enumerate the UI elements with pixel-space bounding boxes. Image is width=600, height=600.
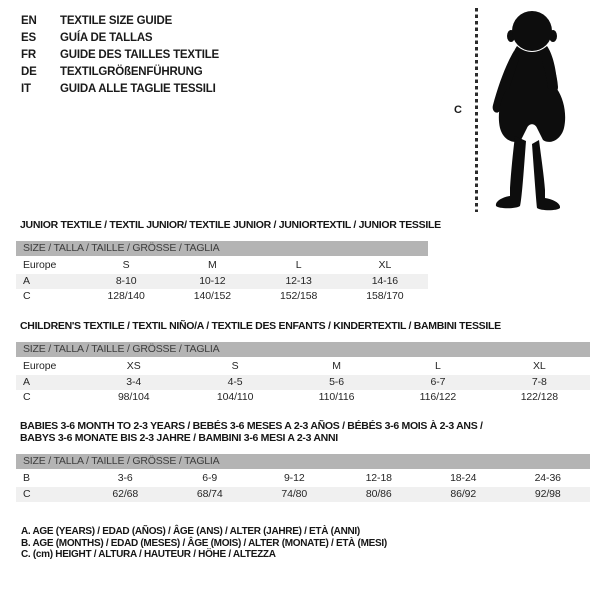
language-title: TEXTILE SIZE GUIDE bbox=[60, 15, 173, 27]
size-section bbox=[16, 219, 441, 305]
table-cell: Europe bbox=[23, 259, 57, 271]
table-row bbox=[16, 471, 590, 487]
table-row bbox=[16, 390, 590, 406]
table-cell: 3-4 bbox=[126, 375, 142, 388]
table-cell: 14-16 bbox=[371, 274, 399, 287]
size-table bbox=[16, 258, 428, 305]
language-code: DE bbox=[21, 66, 37, 78]
section-title: CHILDREN'S TEXTILE / TEXTIL NIÑO/A / TEXTILE DES ENFANTS / KINDERTEXTIL / BAMBINI TESSILE bbox=[20, 320, 501, 332]
table-cell: S bbox=[122, 259, 130, 271]
baby-silhouette-icon bbox=[490, 9, 578, 211]
table-row bbox=[16, 274, 428, 290]
size-header-bar: SIZE / TALLA / TAILLE / GRÖSSE / TAGLIA bbox=[16, 342, 590, 357]
table-cell: 24-36 bbox=[534, 472, 561, 484]
footnotes bbox=[21, 526, 387, 561]
table-cell: 92/98 bbox=[534, 487, 561, 500]
table-cell: 152/158 bbox=[279, 290, 318, 302]
size-section bbox=[16, 320, 590, 406]
height-dotted-line bbox=[475, 8, 478, 212]
table-cell: 6-9 bbox=[202, 472, 218, 484]
language-row bbox=[21, 13, 219, 30]
footnote-line: B. AGE (MONTHS) / EDAD (MESES) / ÂGE (MOIS) / ALTER (MONATE) / ETÀ (MESI) bbox=[21, 537, 387, 549]
table-cell: XL bbox=[378, 259, 392, 271]
table-cell: A bbox=[23, 274, 30, 287]
table-cell: 98/104 bbox=[117, 391, 150, 403]
table-cell: 116/122 bbox=[419, 391, 457, 403]
table-cell: M bbox=[208, 259, 217, 271]
table-cell: C bbox=[23, 391, 31, 403]
table-cell: C bbox=[23, 290, 31, 302]
language-row bbox=[21, 47, 219, 64]
table-cell: 68/74 bbox=[196, 487, 223, 500]
table-cell: 9-12 bbox=[283, 472, 305, 484]
language-list bbox=[21, 13, 219, 98]
section-title: BABIES 3-6 MONTH TO 2-3 YEARS / BEBÉS 3-6 MESES A 2-3 AÑOS / BÉBÉS 3-6 MOIS À 2-3 ANS / bbox=[20, 420, 483, 432]
table-cell: 128/140 bbox=[107, 290, 145, 302]
table-row bbox=[16, 359, 590, 375]
language-title: GUÍA DE TALLAS bbox=[60, 32, 153, 44]
table-cell: 8-10 bbox=[115, 274, 137, 287]
table-cell: B bbox=[23, 472, 30, 484]
table-cell: 86/92 bbox=[450, 487, 477, 500]
table-cell: XS bbox=[126, 360, 141, 372]
table-cell: 3-6 bbox=[117, 472, 133, 484]
size-table bbox=[16, 471, 590, 502]
table-cell: 158/170 bbox=[366, 290, 404, 302]
height-c-label: C bbox=[454, 104, 462, 116]
table-row bbox=[16, 258, 428, 274]
table-cell: C bbox=[23, 487, 31, 500]
section-title: BABYS 3-6 MONATE BIS 2-3 JAHRE / BAMBINI 3-6 MESI A 2-3 ANNI bbox=[20, 432, 338, 444]
table-cell: A bbox=[23, 375, 30, 388]
table-cell: 5-6 bbox=[329, 375, 344, 388]
table-cell: 6-7 bbox=[430, 375, 446, 388]
table-cell: S bbox=[231, 360, 239, 372]
table-cell: 10-12 bbox=[199, 274, 226, 287]
table-cell: 140/152 bbox=[193, 290, 231, 302]
language-title: TEXTILGRÖßENFÜHRUNG bbox=[60, 66, 203, 78]
footnote-line: A. AGE (YEARS) / EDAD (AÑOS) / ÂGE (ANS) / ALTER (JAHRE) / ETÀ (ANNI) bbox=[21, 526, 360, 537]
size-table bbox=[16, 359, 590, 406]
section-title: JUNIOR TEXTILE / TEXTIL JUNIOR/ TEXTILE JUNIOR / JUNIORTEXTIL / JUNIOR TESSILE bbox=[20, 219, 441, 231]
table-row bbox=[16, 289, 428, 305]
table-cell: 62/68 bbox=[112, 487, 139, 500]
language-code: ES bbox=[21, 32, 36, 44]
language-code: IT bbox=[21, 83, 31, 95]
footnote-line: C. (cm) HEIGHT / ALTURA / HAUTEUR / HÖHE / ALTEZZA bbox=[21, 549, 276, 560]
table-cell: L bbox=[435, 360, 441, 372]
table-cell: Europe bbox=[23, 360, 57, 372]
size-header-bar: SIZE / TALLA / TAILLE / GRÖSSE / TAGLIA bbox=[16, 241, 428, 256]
table-cell: 4-5 bbox=[227, 375, 243, 388]
language-code: EN bbox=[21, 15, 37, 27]
table-cell: 18-24 bbox=[450, 472, 477, 484]
size-header-bar: SIZE / TALLA / TAILLE / GRÖSSE / TAGLIA bbox=[16, 454, 590, 469]
table-cell: XL bbox=[533, 360, 546, 372]
language-row bbox=[21, 30, 219, 47]
language-title: GUIDE DES TAILLES TEXTILE bbox=[60, 49, 219, 61]
table-cell: 7-8 bbox=[531, 375, 547, 388]
table-cell: M bbox=[332, 360, 341, 372]
language-row bbox=[21, 81, 219, 98]
language-title: GUIDA ALLE TAGLIE TESSILI bbox=[60, 83, 216, 95]
table-row bbox=[16, 375, 590, 391]
height-figure bbox=[448, 8, 600, 214]
table-cell: 74/80 bbox=[281, 487, 308, 500]
table-cell: L bbox=[295, 259, 302, 271]
table-cell: 122/128 bbox=[520, 391, 558, 403]
size-section bbox=[16, 420, 590, 502]
table-cell: 104/110 bbox=[216, 391, 254, 403]
language-code: FR bbox=[21, 49, 36, 61]
table-cell: 110/116 bbox=[318, 391, 355, 403]
table-cell: 12-13 bbox=[285, 274, 312, 287]
table-cell: 12-18 bbox=[365, 472, 392, 484]
table-cell: 80/86 bbox=[365, 487, 392, 500]
table-row bbox=[16, 487, 590, 503]
language-row bbox=[21, 64, 219, 81]
